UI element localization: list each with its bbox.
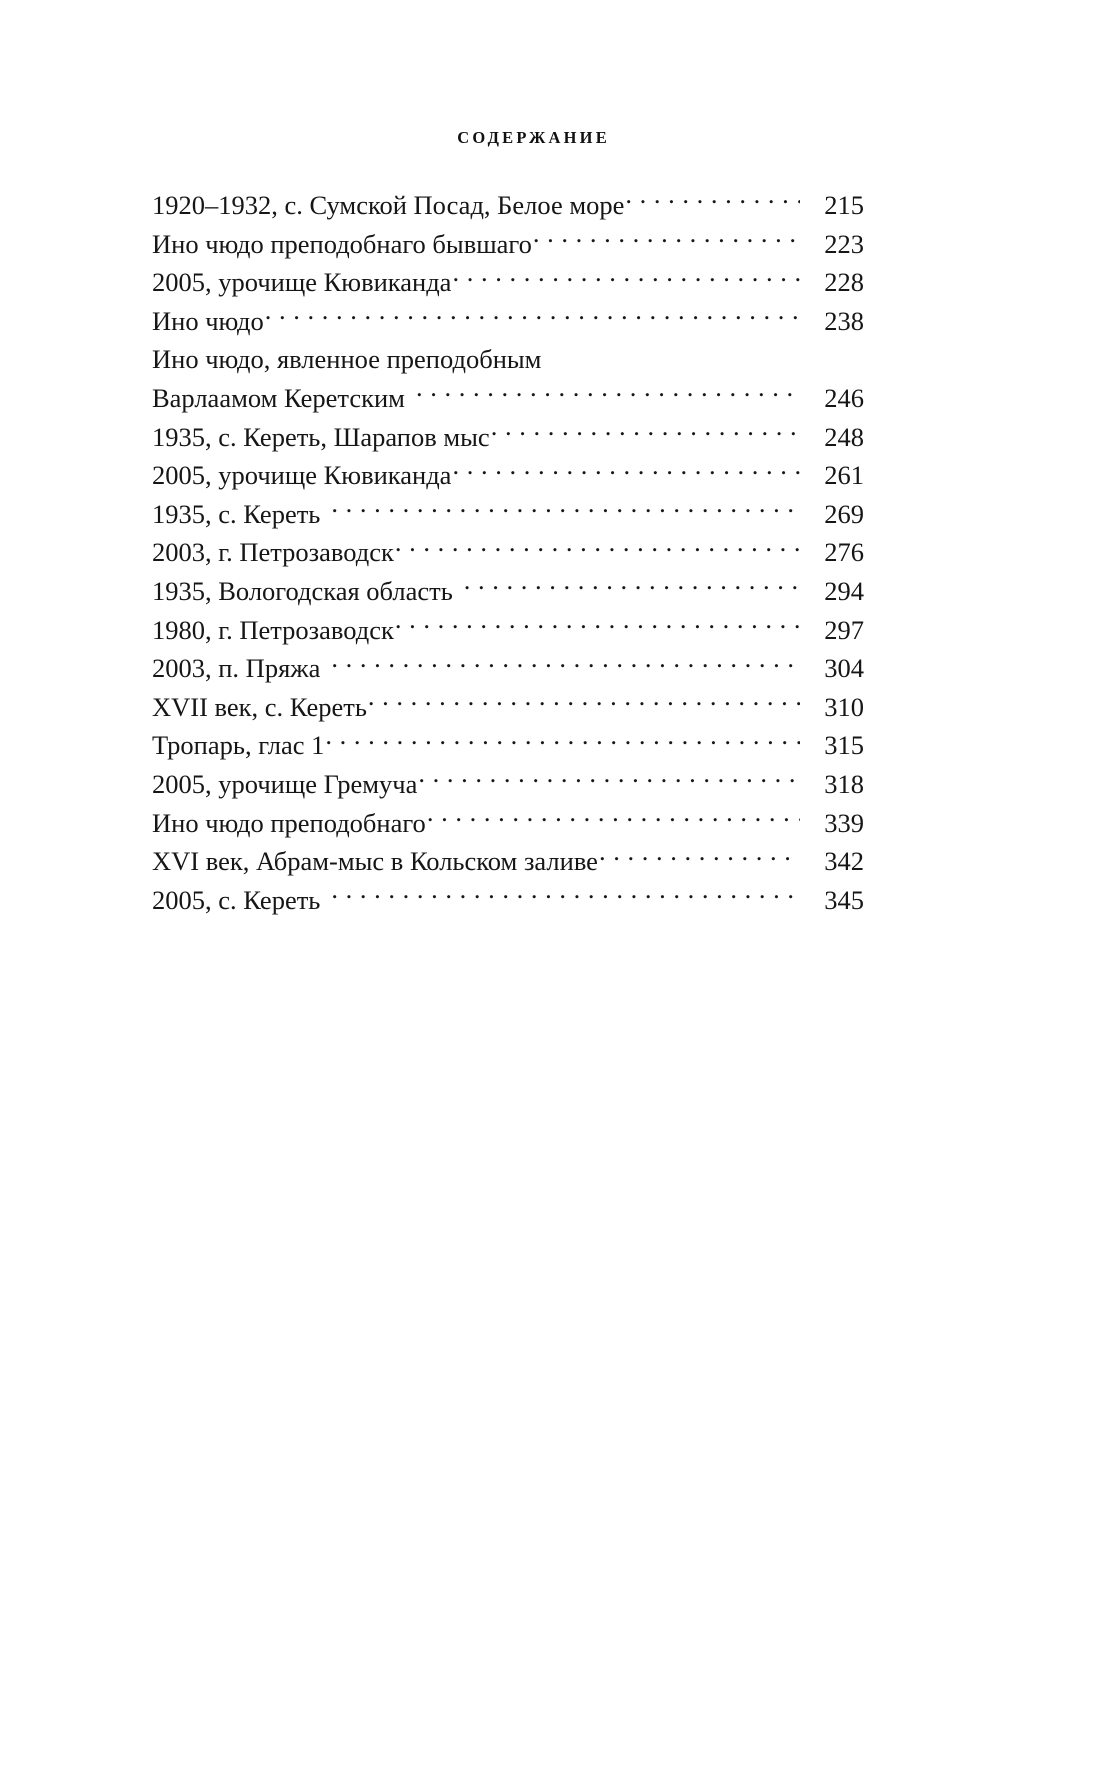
- toc-entry-title: 2005, урочище Кювиканда: [152, 460, 452, 491]
- dot-leader: [454, 573, 800, 600]
- toc-entry[interactable]: [152, 379, 864, 418]
- toc-entry[interactable]: [152, 340, 864, 379]
- toc-entry-page-number: 215: [824, 190, 864, 220]
- dot-leader: [533, 226, 800, 253]
- toc-entry-page-number: 248: [824, 421, 864, 452]
- dot-leader: [325, 728, 800, 755]
- dot-leader: [452, 265, 800, 292]
- toc-entry-title: Ино чюдо преподобнаго: [152, 807, 426, 838]
- toc-entry[interactable]: [152, 765, 864, 804]
- toc-entry-title: XVI век, Абрам-мыс в Кольском заливе: [152, 846, 598, 877]
- dot-leader: [452, 458, 800, 485]
- toc-entry[interactable]: [152, 456, 864, 495]
- toc-entry-page-number: 304: [824, 653, 864, 684]
- toc-entry-page-number: 294: [824, 575, 864, 606]
- toc-entry[interactable]: [152, 186, 864, 225]
- toc-entry-title: Ино чюдо, явленное преподобным: [152, 344, 542, 375]
- toc-entry-page-number: 339: [824, 807, 864, 838]
- toc-entry-page-number: 276: [824, 537, 864, 568]
- toc-entry-title: 1935, с. Кереть, Шарапов мыс: [152, 421, 490, 452]
- toc-entry-page-number: 315: [824, 730, 864, 761]
- toc-entry-page-number: 342: [824, 846, 864, 877]
- toc-entry[interactable]: [152, 804, 864, 843]
- toc-entry[interactable]: [152, 688, 864, 727]
- dot-leader: [265, 303, 800, 330]
- toc-entry-title: Ино чюдо: [152, 305, 264, 336]
- dot-leader: [427, 805, 800, 832]
- dot-leader: [321, 651, 800, 678]
- toc-entry[interactable]: [152, 418, 864, 457]
- toc-entry-title: 1935, с. Кереть: [152, 498, 321, 529]
- toc-entry[interactable]: [152, 533, 864, 572]
- toc-entry-page-number: 310: [824, 691, 864, 722]
- toc-entry-title: Тропарь, глас 1: [152, 730, 325, 761]
- dot-leader: [395, 612, 800, 639]
- toc-entry-title: 1980, г. Петрозаводск: [152, 614, 394, 645]
- dot-leader: [406, 380, 800, 407]
- toc-entry[interactable]: [152, 842, 864, 881]
- dot-leader: [418, 766, 800, 793]
- dot-leader: [321, 496, 800, 523]
- dot-leader: [321, 882, 800, 909]
- toc-entry-page-number: 223: [824, 228, 864, 259]
- toc-list: [152, 186, 864, 919]
- toc-entry[interactable]: [152, 611, 864, 650]
- toc-entry[interactable]: [152, 302, 864, 341]
- toc-entry[interactable]: [152, 649, 864, 688]
- dot-leader: [368, 689, 800, 716]
- toc-entry-title: Варлаамом Керетским: [152, 382, 405, 413]
- dot-leader: [491, 419, 800, 446]
- toc-entry-title: 1920–1932, с. Сумской Посад, Белое море: [152, 190, 625, 220]
- toc-entry-title: 2005, урочище Кювиканда: [152, 267, 452, 298]
- dot-leader: [395, 535, 800, 562]
- toc-entry-page-number: 246: [824, 382, 864, 413]
- toc-entry-title: 2005, урочище Гремуча: [152, 768, 418, 799]
- toc-entry[interactable]: [152, 572, 864, 611]
- toc-entry[interactable]: [152, 263, 864, 302]
- toc-entry[interactable]: [152, 726, 864, 765]
- page-title: СОДЕРЖАНИЕ: [457, 128, 610, 147]
- toc-entry-title: 2005, с. Кереть: [152, 884, 321, 915]
- toc-entry-title: 1935, Вологодская область: [152, 575, 453, 606]
- toc-entry-page-number: 297: [824, 614, 864, 645]
- toc-entry[interactable]: [152, 225, 864, 264]
- toc-entry-page-number: 318: [824, 768, 864, 799]
- toc-entry-page-number: 345: [824, 884, 864, 915]
- toc-entry-title: XVII век, с. Кереть: [152, 691, 367, 722]
- toc-entry-title: 2003, г. Петрозаводск: [152, 537, 394, 568]
- toc-entry-title: 2003, п. Пряжа: [152, 653, 321, 684]
- toc-entry-page-number: 269: [824, 498, 864, 529]
- dot-leader: [599, 844, 800, 871]
- toc-entry-title: Ино чюдо преподобнаго бывшаго: [152, 228, 532, 259]
- toc-entry[interactable]: [152, 881, 864, 920]
- toc-entry[interactable]: [152, 495, 864, 534]
- toc-entry-page-number: 261: [824, 460, 864, 491]
- toc-entry-page-number: 238: [824, 305, 864, 336]
- dot-leader: [625, 188, 800, 215]
- toc-entry-page-number: 228: [824, 267, 864, 298]
